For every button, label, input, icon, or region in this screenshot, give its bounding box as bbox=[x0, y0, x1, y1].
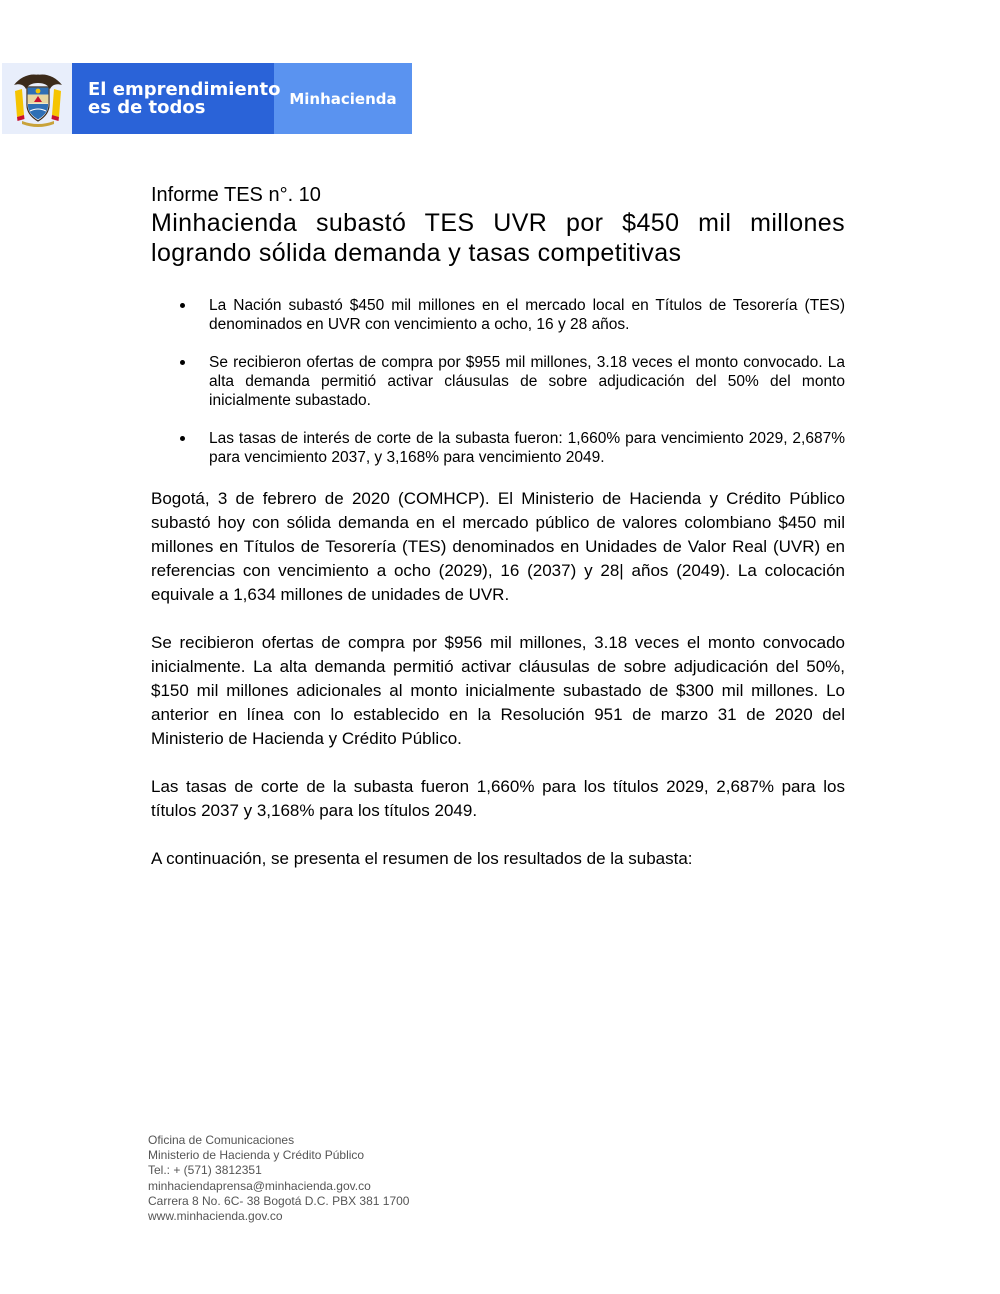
document-body bbox=[151, 182, 845, 895]
bullet-text: Las tasas de interés de corte de la subasta fueron: 1,660% para vencimiento 2029, 2,687% para vencimiento 2037, y 3,168% para vencimiento 2049. bbox=[209, 430, 845, 466]
footer-website: www.minhacienda.gov.co bbox=[148, 1209, 283, 1224]
bullet-text: La Nación subastó $450 mil millones en el mercado local en Títulos de Tesorería (TES) denominados en UVR con vencimiento a ocho, 16 y 28 años. bbox=[209, 297, 845, 333]
list-item bbox=[151, 353, 845, 410]
report-number: Informe TES n°. 10 bbox=[151, 184, 321, 206]
bullet-icon bbox=[180, 436, 185, 441]
paragraph: Las tasas de corte de la subasta fueron 1,660% para los títulos 2029, 2,687% para los títulos 2037 y 3,168% para los títulos 2049. bbox=[151, 777, 845, 820]
slogan-text bbox=[88, 81, 280, 117]
slogan-line-2: es de todos bbox=[88, 97, 206, 118]
footer-address: Carrera 8 No. 6C- 38 Bogotá D.C. PBX 381 1700 bbox=[148, 1193, 410, 1208]
headline: Minhacienda subastó TES UVR por $450 mil millones logrando sólida demanda y tasas competitivas bbox=[151, 209, 845, 267]
summary-bullets bbox=[151, 296, 845, 467]
footer-email: minhaciendaprensa@minhacienda.gov.co bbox=[148, 1178, 371, 1193]
footer-ministry: Ministerio de Hacienda y Crédito Público bbox=[148, 1148, 365, 1163]
paragraph: A continuación, se presenta el resumen de los resultados de la subasta: bbox=[151, 849, 693, 868]
bullet-text: Se recibieron ofertas de compra por $955 mil millones, 3.18 veces el monto convocado. La alta demanda permitió activar cláusulas de sobre adjudicación del 50% del monto inicialmente subastado. bbox=[209, 354, 845, 409]
list-item bbox=[151, 296, 845, 334]
slogan-panel bbox=[2, 63, 281, 134]
bullet-icon bbox=[180, 303, 185, 308]
paragraph: Se recibieron ofertas de compra por $956 mil millones, 3.18 veces el monto convocado inicialmente. La alta demanda permitió activar cláusulas de sobre adjudicación del 50%, $150 mil millones adicionales al monto inicialmente subastado de $300 mil millones. Lo anterior en línea con lo establecido en la Resolución 951 de marzo 31 de 2020 del Ministerio de Hacienda y Crédito Público. bbox=[151, 633, 845, 748]
footer-office: Oficina de Comunicaciones bbox=[148, 1133, 295, 1147]
ministry-logo-panel bbox=[274, 63, 412, 134]
ministry-logo: Minhacienda bbox=[289, 89, 397, 108]
list-item bbox=[151, 429, 845, 467]
colombia-coat-of-arms-icon bbox=[12, 71, 64, 127]
footer-contact bbox=[148, 1133, 409, 1224]
bullet-icon bbox=[180, 360, 185, 365]
paragraph: Bogotá, 3 de febrero de 2020 (COMHCP). El Ministerio de Hacienda y Crédito Público subastó hoy con sólida demanda en el mercado público de valores colombiano $450 mil millones en Títulos de Tesorería (TES) denominados en Unidades de Valor Real (UVR) en referencias con vencimiento a ocho (2029), 16 (2037) y 28| años (2049). La colocación equivale a 1,634 millones de unidades de UVR. bbox=[151, 489, 845, 604]
article-paragraphs bbox=[151, 487, 845, 871]
footer-phone: Tel.: + (571) 3812351 bbox=[148, 1163, 262, 1178]
slogan-line-1: El emprendimiento bbox=[88, 79, 281, 100]
header-banner bbox=[2, 63, 412, 134]
